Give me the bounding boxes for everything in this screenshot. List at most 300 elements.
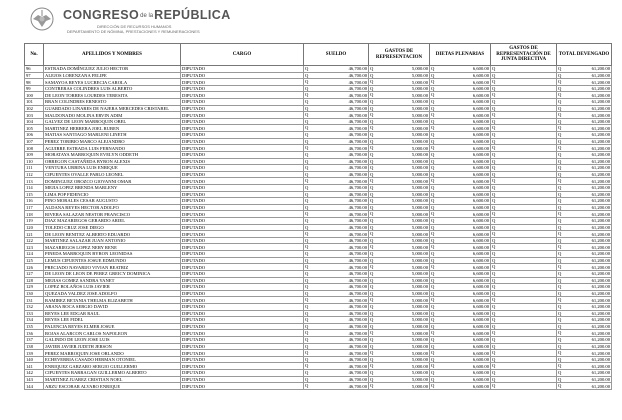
row-number: 142: [25, 370, 44, 377]
currency-symbol: Q: [370, 363, 374, 369]
row-total-value: 61,200.00: [591, 357, 610, 363]
row-total: [557, 132, 612, 139]
row-cargo: DIPUTADO: [181, 191, 304, 198]
row-gastos-value: 5,000.00: [411, 350, 428, 356]
table-row: [25, 270, 612, 277]
row-gastos-value: 5,000.00: [411, 79, 428, 85]
row-gastos: [369, 112, 430, 119]
table-row: [25, 118, 612, 125]
row-number: 101: [25, 99, 44, 106]
row-dietas: [430, 191, 491, 198]
table-row: [25, 151, 612, 158]
row-dietas: [430, 317, 491, 324]
row-name: PRECIADO NAVARIJO VIVIAN BEATRIZ: [44, 264, 181, 271]
row-dietas-value: 6,600.00: [472, 317, 489, 323]
row-name: MARTINEZ HERRERA JOEL RUBEN: [44, 125, 181, 132]
row-cargo: DIPUTADO: [181, 218, 304, 225]
row-dietas-value: 6,600.00: [472, 238, 489, 244]
currency-symbol: Q: [305, 191, 309, 197]
row-sueldo-value: 46,700.00: [348, 370, 367, 376]
row-dietas-value: 6,600.00: [472, 297, 489, 303]
row-total-value: 61,200.00: [591, 330, 610, 336]
currency-symbol: Q: [431, 356, 435, 362]
currency-symbol: Q: [492, 310, 496, 316]
row-dietas-value: 6,600.00: [472, 218, 489, 224]
row-gastos-value: 5,000.00: [411, 251, 428, 257]
row-dietas-value: 6,600.00: [472, 251, 489, 257]
row-total-value: 61,200.00: [591, 145, 610, 151]
row-gastos-junta: [491, 184, 557, 191]
row-number: 144: [25, 383, 44, 390]
currency-symbol: Q: [558, 178, 562, 184]
row-dietas: [430, 257, 491, 264]
currency-symbol: Q: [558, 370, 562, 376]
row-sueldo: [304, 277, 369, 284]
row-gastos-value: 5,000.00: [411, 264, 428, 270]
row-cargo: DIPUTADO: [181, 244, 304, 251]
row-name: CIFUENTES OVALLE PABLO LEONEL: [44, 171, 181, 178]
row-total: [557, 118, 612, 125]
row-gastos: [369, 151, 430, 158]
currency-symbol: Q: [305, 363, 309, 369]
row-gastos: [369, 303, 430, 310]
currency-symbol: Q: [370, 257, 374, 263]
row-sueldo: [304, 264, 369, 271]
currency-symbol: Q: [370, 343, 374, 349]
col-header-dietas: DIETAS PLENARIAS: [430, 44, 491, 66]
row-sueldo-value: 46,700.00: [348, 376, 367, 382]
currency-symbol: Q: [492, 178, 496, 184]
row-gastos-junta: [491, 336, 557, 343]
row-gastos-junta: [491, 112, 557, 119]
row-dietas: [430, 204, 491, 211]
row-number: 116: [25, 198, 44, 205]
row-name: RAMIREZ BETANIA THELMA ELIZABETH: [44, 297, 181, 304]
row-name: ESTRADA DOMÍNGUEZ JULIO HECTOR: [44, 66, 181, 73]
currency-symbol: Q: [305, 290, 309, 296]
row-gastos-junta: [491, 191, 557, 198]
row-total-value: 61,200.00: [591, 165, 610, 171]
currency-symbol: Q: [305, 343, 309, 349]
row-total-value: 61,200.00: [591, 251, 610, 257]
currency-symbol: Q: [492, 297, 496, 303]
row-sueldo-value: 46,700.00: [348, 185, 367, 191]
row-sueldo: [304, 92, 369, 99]
row-gastos: [369, 376, 430, 383]
table-row: [25, 376, 612, 383]
row-gastos-junta: [491, 138, 557, 145]
row-gastos-junta: [491, 277, 557, 284]
currency-symbol: Q: [305, 158, 309, 164]
currency-symbol: Q: [431, 204, 435, 210]
row-dietas: [430, 198, 491, 205]
table-row: [25, 191, 612, 198]
row-name: DE LEON BENITEZ ALBERTO EDUARDO: [44, 231, 181, 238]
row-gastos-junta: [491, 297, 557, 304]
row-sueldo: [304, 171, 369, 178]
row-gastos-junta: [491, 125, 557, 132]
currency-symbol: Q: [492, 270, 496, 276]
row-dietas-value: 6,600.00: [472, 337, 489, 343]
currency-symbol: Q: [558, 224, 562, 230]
row-total: [557, 303, 612, 310]
row-total: [557, 165, 612, 172]
row-sueldo-value: 46,700.00: [348, 357, 367, 363]
row-cargo: DIPUTADO: [181, 92, 304, 99]
currency-symbol: Q: [558, 165, 562, 171]
currency-symbol: Q: [370, 72, 374, 78]
row-gastos: [369, 211, 430, 218]
currency-symbol: Q: [431, 66, 435, 71]
row-gastos-junta: [491, 317, 557, 324]
currency-symbol: Q: [492, 237, 496, 243]
currency-symbol: Q: [492, 264, 496, 270]
currency-symbol: Q: [492, 336, 496, 342]
row-number: 107: [25, 138, 44, 145]
currency-symbol: Q: [431, 79, 435, 85]
row-number: 125: [25, 257, 44, 264]
row-dietas-value: 6,600.00: [472, 330, 489, 336]
row-dietas-value: 6,600.00: [472, 191, 489, 197]
currency-symbol: Q: [370, 118, 374, 124]
row-sueldo: [304, 132, 369, 139]
row-total: [557, 310, 612, 317]
row-name: VENTURA URBINA LUIS ENRIQUE: [44, 165, 181, 172]
row-dietas-value: 6,600.00: [472, 125, 489, 131]
row-cargo: DIPUTADO: [181, 237, 304, 244]
currency-symbol: Q: [492, 356, 496, 362]
currency-symbol: Q: [431, 99, 435, 105]
row-sueldo: [304, 85, 369, 92]
row-number: 123: [25, 244, 44, 251]
currency-symbol: Q: [370, 277, 374, 283]
currency-symbol: Q: [558, 356, 562, 362]
currency-symbol: Q: [431, 270, 435, 276]
row-gastos-junta: [491, 211, 557, 218]
row-number: 137: [25, 336, 44, 343]
currency-symbol: Q: [431, 184, 435, 190]
row-gastos-value: 5,000.00: [411, 72, 428, 78]
subtitle-department: DEPARTAMENTO DE NÓMINA, PRESTACIONES Y REMUNERACIONES: [67, 29, 200, 34]
row-total: [557, 231, 612, 238]
currency-symbol: Q: [370, 370, 374, 376]
row-cargo: DIPUTADO: [181, 224, 304, 231]
row-sueldo-value: 46,700.00: [348, 191, 367, 197]
currency-symbol: Q: [492, 171, 496, 177]
row-gastos-value: 5,000.00: [411, 343, 428, 349]
currency-symbol: Q: [370, 99, 374, 105]
currency-symbol: Q: [492, 323, 496, 329]
row-dietas: [430, 356, 491, 363]
currency-symbol: Q: [492, 79, 496, 85]
row-number: 141: [25, 363, 44, 370]
row-dietas: [430, 72, 491, 79]
row-gastos: [369, 356, 430, 363]
row-gastos: [369, 79, 430, 86]
row-cargo: DIPUTADO: [181, 363, 304, 370]
row-name: GALVEZ DE LEON MARROQUIN OBEL: [44, 118, 181, 125]
currency-symbol: Q: [431, 105, 435, 111]
currency-symbol: Q: [558, 297, 562, 303]
row-total: [557, 105, 612, 112]
row-cargo: DIPUTADO: [181, 323, 304, 330]
row-total-value: 61,200.00: [591, 343, 610, 349]
currency-symbol: Q: [305, 198, 309, 204]
row-gastos-junta: [491, 132, 557, 139]
currency-symbol: Q: [558, 383, 562, 389]
row-gastos: [369, 99, 430, 106]
row-gastos: [369, 257, 430, 264]
row-total-value: 61,200.00: [591, 350, 610, 356]
row-sueldo-value: 46,700.00: [348, 66, 367, 72]
row-sueldo-value: 46,700.00: [348, 304, 367, 310]
row-dietas: [430, 370, 491, 377]
currency-symbol: Q: [370, 376, 374, 382]
row-gastos-value: 5,000.00: [411, 244, 428, 250]
row-dietas: [430, 310, 491, 317]
row-dietas-value: 6,600.00: [472, 277, 489, 283]
currency-symbol: Q: [370, 151, 374, 157]
row-total: [557, 224, 612, 231]
row-number: 109: [25, 151, 44, 158]
currency-symbol: Q: [492, 191, 496, 197]
row-gastos: [369, 158, 430, 165]
currency-symbol: Q: [305, 112, 309, 118]
currency-symbol: Q: [431, 343, 435, 349]
row-total-value: 61,200.00: [591, 92, 610, 98]
row-sueldo-value: 46,700.00: [348, 92, 367, 98]
table-row: [25, 310, 612, 317]
currency-symbol: Q: [492, 244, 496, 250]
currency-symbol: Q: [370, 145, 374, 151]
row-gastos-junta: [491, 237, 557, 244]
row-name: GALINDO DE LEON JOSE LUIS: [44, 336, 181, 343]
row-gastos: [369, 231, 430, 238]
currency-symbol: Q: [305, 303, 309, 309]
row-dietas: [430, 184, 491, 191]
currency-symbol: Q: [431, 350, 435, 356]
currency-symbol: Q: [558, 264, 562, 270]
currency-symbol: Q: [305, 284, 309, 290]
row-gastos-value: 5,000.00: [411, 224, 428, 230]
row-dietas: [430, 99, 491, 106]
row-dietas: [430, 363, 491, 370]
row-gastos-value: 5,000.00: [411, 185, 428, 191]
row-gastos-value: 5,000.00: [411, 66, 428, 72]
row-name: DOMINGUEZ OROZCO GIOVANNI OMAR: [44, 178, 181, 185]
row-gastos-junta: [491, 85, 557, 92]
row-gastos-junta: [491, 363, 557, 370]
row-dietas: [430, 330, 491, 337]
row-number: 100: [25, 92, 44, 99]
row-gastos: [369, 105, 430, 112]
table-row: [25, 204, 612, 211]
currency-symbol: Q: [431, 310, 435, 316]
row-gastos-value: 5,000.00: [411, 257, 428, 263]
row-gastos-junta: [491, 198, 557, 205]
row-cargo: DIPUTADO: [181, 383, 304, 390]
row-sueldo: [304, 66, 369, 73]
row-dietas-value: 6,600.00: [472, 158, 489, 164]
currency-symbol: Q: [431, 323, 435, 329]
currency-symbol: Q: [492, 251, 496, 257]
currency-symbol: Q: [431, 317, 435, 323]
row-sueldo: [304, 158, 369, 165]
row-gastos-value: 5,000.00: [411, 205, 428, 211]
currency-symbol: Q: [305, 99, 309, 105]
row-cargo: DIPUTADO: [181, 118, 304, 125]
row-name: LEMUS CIFUENTES JOSUE EDMUNDO: [44, 257, 181, 264]
table-row: [25, 211, 612, 218]
row-cargo: DIPUTADO: [181, 138, 304, 145]
currency-symbol: Q: [492, 284, 496, 290]
row-sueldo-value: 46,700.00: [348, 271, 367, 277]
row-gastos-value: 5,000.00: [411, 139, 428, 144]
row-dietas: [430, 297, 491, 304]
row-dietas-value: 6,600.00: [472, 139, 489, 144]
currency-symbol: Q: [558, 310, 562, 316]
row-dietas: [430, 237, 491, 244]
row-gastos: [369, 310, 430, 317]
row-gastos: [369, 317, 430, 324]
table-row: [25, 105, 612, 112]
currency-symbol: Q: [558, 251, 562, 257]
row-gastos-junta: [491, 231, 557, 238]
currency-symbol: Q: [431, 363, 435, 369]
row-gastos-value: 5,000.00: [411, 304, 428, 310]
table-row: [25, 231, 612, 238]
currency-symbol: Q: [558, 105, 562, 111]
row-gastos-value: 5,000.00: [411, 291, 428, 297]
currency-symbol: Q: [558, 290, 562, 296]
row-total-value: 61,200.00: [591, 337, 610, 343]
currency-symbol: Q: [431, 171, 435, 177]
row-number: 99: [25, 85, 44, 92]
row-sueldo-value: 46,700.00: [348, 172, 367, 178]
row-number: 143: [25, 376, 44, 383]
currency-symbol: Q: [305, 224, 309, 230]
row-number: 98: [25, 79, 44, 86]
row-gastos: [369, 244, 430, 251]
currency-symbol: Q: [370, 297, 374, 303]
row-sueldo-value: 46,700.00: [348, 251, 367, 257]
row-sueldo: [304, 251, 369, 258]
currency-symbol: Q: [370, 198, 374, 204]
row-total-value: 61,200.00: [591, 132, 610, 138]
congress-seal-icon: [29, 6, 55, 32]
row-gastos: [369, 165, 430, 172]
row-total-value: 61,200.00: [591, 211, 610, 217]
currency-symbol: Q: [492, 363, 496, 369]
row-sueldo-value: 46,700.00: [348, 324, 367, 330]
row-total-value: 61,200.00: [591, 310, 610, 316]
row-dietas-value: 6,600.00: [472, 363, 489, 369]
currency-symbol: Q: [558, 376, 562, 382]
table-row: [25, 66, 612, 73]
row-name: RIVERA SALAZAR NESTOR FRANCISCO: [44, 211, 181, 218]
currency-symbol: Q: [558, 72, 562, 78]
currency-symbol: Q: [492, 218, 496, 224]
row-name: CIFUENTES BARRAGAN GUILLERMO ALBERTO: [44, 370, 181, 377]
currency-symbol: Q: [431, 211, 435, 217]
row-sueldo-value: 46,700.00: [348, 145, 367, 151]
row-gastos-junta: [491, 151, 557, 158]
row-dietas-value: 6,600.00: [472, 79, 489, 85]
currency-symbol: Q: [558, 323, 562, 329]
row-gastos-value: 5,000.00: [411, 271, 428, 277]
currency-symbol: Q: [305, 383, 309, 389]
currency-symbol: Q: [305, 211, 309, 217]
row-dietas-value: 6,600.00: [472, 132, 489, 138]
row-gastos-value: 5,000.00: [411, 363, 428, 369]
row-sueldo: [304, 383, 369, 390]
row-total: [557, 323, 612, 330]
payroll-table: [24, 43, 612, 390]
row-sueldo: [304, 211, 369, 218]
currency-symbol: Q: [370, 224, 374, 230]
row-cargo: DIPUTADO: [181, 251, 304, 258]
currency-symbol: Q: [370, 336, 374, 342]
row-total: [557, 171, 612, 178]
row-total: [557, 317, 612, 324]
currency-symbol: Q: [370, 270, 374, 276]
row-gastos: [369, 218, 430, 225]
currency-symbol: Q: [370, 310, 374, 316]
currency-symbol: Q: [431, 72, 435, 78]
currency-symbol: Q: [431, 178, 435, 184]
currency-symbol: Q: [305, 171, 309, 177]
row-sueldo: [304, 297, 369, 304]
table-row: [25, 343, 612, 350]
row-gastos-value: 5,000.00: [411, 238, 428, 244]
row-total-value: 61,200.00: [591, 257, 610, 263]
row-dietas-value: 6,600.00: [472, 310, 489, 316]
row-cargo: DIPUTADO: [181, 105, 304, 112]
row-gastos: [369, 284, 430, 291]
row-sueldo-value: 46,700.00: [348, 132, 367, 138]
row-gastos-junta: [491, 383, 557, 390]
currency-symbol: Q: [370, 191, 374, 197]
row-gastos-value: 5,000.00: [411, 277, 428, 283]
row-dietas: [430, 350, 491, 357]
row-sueldo-value: 46,700.00: [348, 72, 367, 78]
row-number: 133: [25, 310, 44, 317]
row-gastos-junta: [491, 257, 557, 264]
table-row: [25, 251, 612, 258]
table-row: [25, 297, 612, 304]
row-gastos-junta: [491, 343, 557, 350]
currency-symbol: Q: [305, 85, 309, 91]
row-dietas: [430, 290, 491, 297]
currency-symbol: Q: [431, 237, 435, 243]
row-sueldo-value: 46,700.00: [348, 158, 367, 164]
row-dietas: [430, 303, 491, 310]
row-gastos-junta: [491, 204, 557, 211]
row-sueldo: [304, 204, 369, 211]
row-gastos-junta: [491, 145, 557, 152]
currency-symbol: Q: [492, 99, 496, 105]
row-total: [557, 350, 612, 357]
row-number: 102: [25, 105, 44, 112]
row-gastos-value: 5,000.00: [411, 125, 428, 131]
row-total-value: 61,200.00: [591, 72, 610, 78]
row-cargo: DIPUTADO: [181, 204, 304, 211]
row-total: [557, 290, 612, 297]
row-dietas-value: 6,600.00: [472, 172, 489, 178]
row-dietas: [430, 165, 491, 172]
currency-symbol: Q: [370, 66, 374, 71]
currency-symbol: Q: [370, 158, 374, 164]
